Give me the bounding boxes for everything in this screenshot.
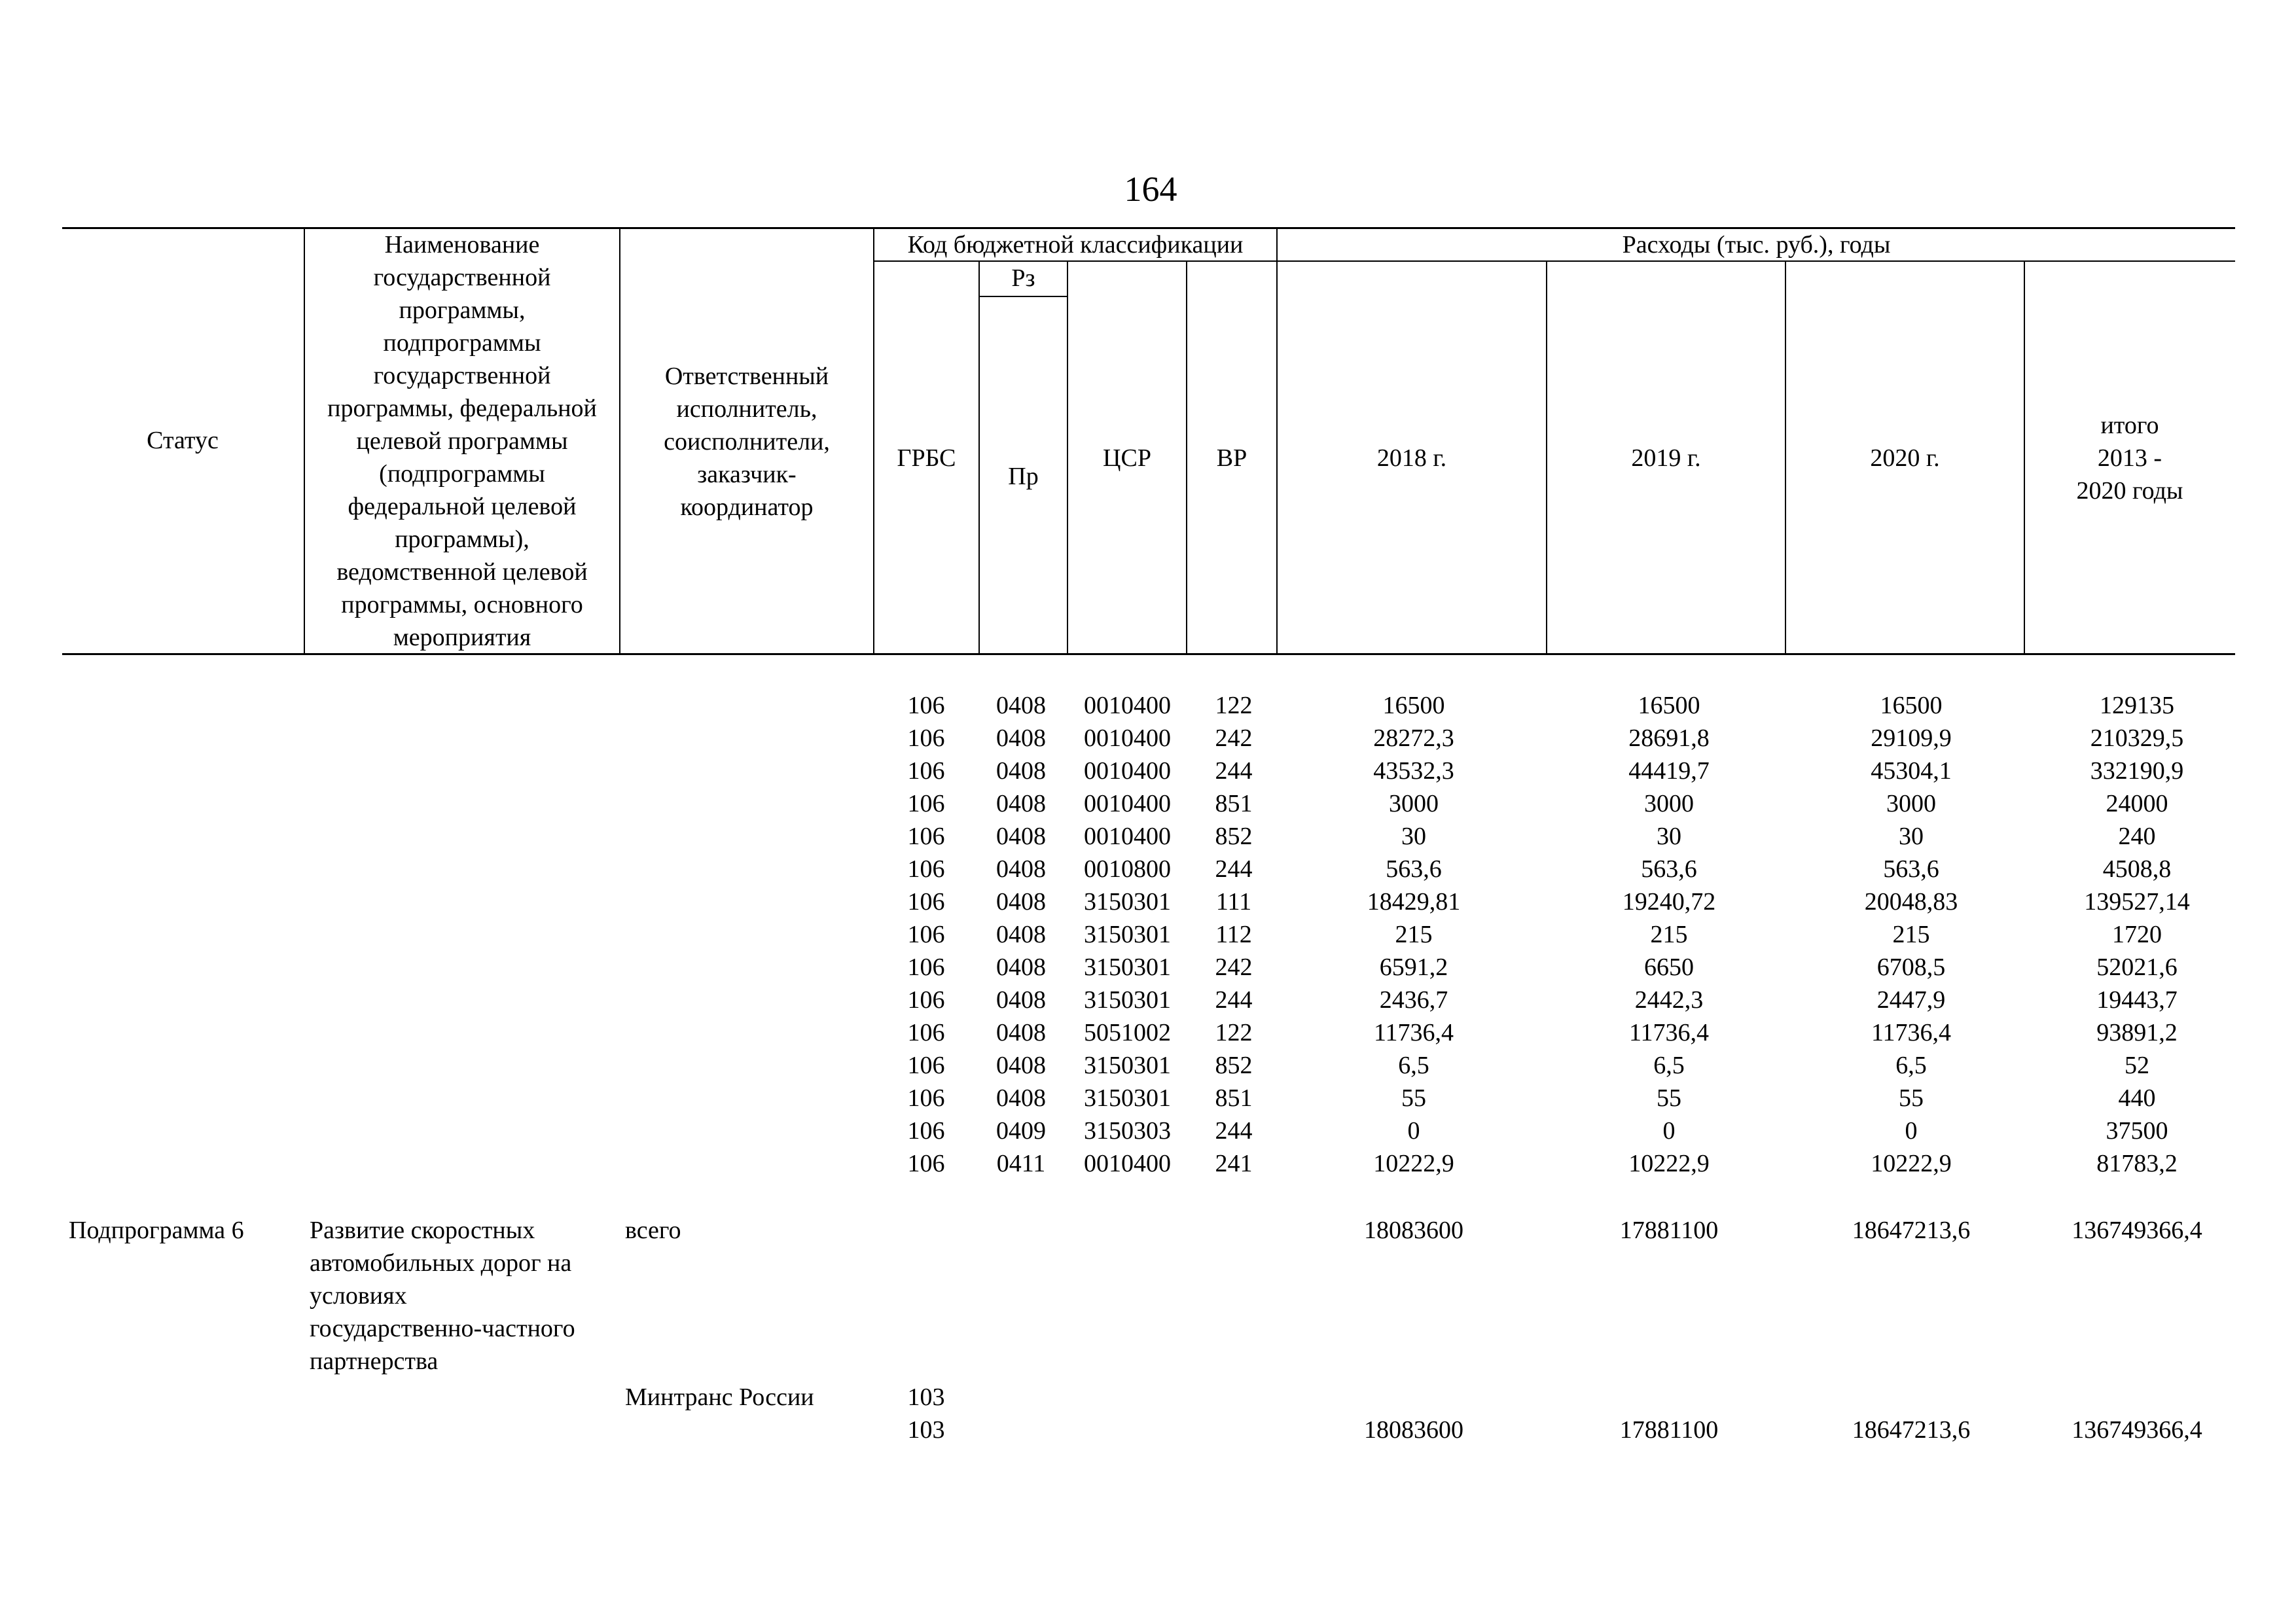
header-name-line: мероприятия	[393, 624, 531, 651]
mintrans-row	[0, 1381, 2296, 1414]
cell-rzpr: 0408	[996, 921, 1046, 948]
subprogram-2020: 18647213,6	[1852, 1217, 1971, 1244]
table-row	[0, 853, 2296, 885]
cell-total: 139527,14	[2084, 888, 2190, 916]
cell-total: 81783,2	[2096, 1150, 2178, 1177]
cell-2020: 20048,83	[1864, 888, 1958, 916]
cell-vr: 241	[1215, 1150, 1253, 1177]
cell-rzpr: 0408	[996, 757, 1046, 785]
cell-total: 332190,9	[2090, 757, 2184, 785]
table-row	[0, 689, 2296, 722]
table-row	[0, 787, 2296, 820]
cell-total: 24000	[2106, 790, 2168, 817]
cell-rzpr: 0408	[996, 823, 1046, 850]
subprogram-name-line: партнерства	[310, 1347, 439, 1375]
header-total-line: 2020 годы	[2076, 477, 2183, 505]
cell-total: 37500	[2106, 1117, 2168, 1145]
header-pr: Пр	[1008, 463, 1039, 490]
cell-csr: 3150301	[1084, 1052, 1171, 1079]
cell-csr: 0010400	[1084, 823, 1171, 850]
cell-total: 4508,8	[2102, 855, 2172, 883]
cell-2019: 11736,4	[1628, 1019, 1710, 1046]
cell-2020: 215	[1892, 921, 1930, 948]
subprogram-2019: 17881100	[1619, 1217, 1719, 1244]
cell-rzpr: 0411	[996, 1150, 1046, 1177]
table-row	[0, 755, 2296, 787]
header-responsible-line: исполнитель,	[676, 395, 817, 423]
header-status: Статус	[147, 427, 219, 454]
cell-total: 129135	[2100, 692, 2174, 719]
cell-2020: 16500	[1880, 692, 1943, 719]
header-2018: 2018 г.	[1376, 444, 1447, 472]
cell-csr: 0010400	[1084, 692, 1171, 719]
cell-grbs: 106	[907, 757, 945, 785]
cell-2019: 10222,9	[1628, 1150, 1710, 1177]
cell-csr: 3150301	[1084, 954, 1171, 981]
cell-grbs: 106	[907, 1117, 945, 1145]
cell-2018: 43532,3	[1373, 757, 1454, 785]
cell-vr: 122	[1215, 692, 1253, 719]
cell-grbs: 106	[907, 692, 945, 719]
subprogram-responsible: всего	[625, 1217, 681, 1244]
cell-2020: 563,6	[1883, 855, 1939, 883]
cell-2018: 18429,81	[1367, 888, 1461, 916]
header-name-line: программы),	[395, 526, 529, 553]
cell-vr: 852	[1215, 823, 1253, 850]
cell-rzpr: 0408	[996, 986, 1046, 1014]
subprogram-name-line: автомобильных дорог на	[310, 1249, 572, 1277]
cell-rzpr: 0408	[996, 855, 1046, 883]
cell-2020: 3000	[1886, 790, 1936, 817]
cell-2019: 2442,3	[1634, 986, 1704, 1014]
cell-rzpr: 0409	[996, 1117, 1046, 1145]
header-name-line: федеральной целевой	[348, 493, 577, 520]
header-csr: ЦСР	[1103, 444, 1151, 472]
cell-vr: 244	[1215, 986, 1253, 1014]
cell-vr: 112	[1215, 921, 1252, 948]
table-row	[0, 820, 2296, 853]
table-row	[0, 885, 2296, 918]
cell-grbs: 106	[907, 1019, 945, 1046]
cell-grbs: 106	[907, 888, 945, 916]
cell-vr: 851	[1215, 1084, 1253, 1112]
cell-rzpr: 0408	[996, 1052, 1046, 1079]
cell-vr: 852	[1215, 1052, 1253, 1079]
cell-grbs: 106	[907, 855, 945, 883]
cell-vr: 122	[1215, 1019, 1253, 1046]
header-responsible-line: соисполнители,	[664, 428, 830, 455]
table-row	[0, 984, 2296, 1016]
cell-2019: 3000	[1644, 790, 1694, 817]
header-name-line: государственной	[373, 264, 551, 291]
cell-2020: 0	[1905, 1117, 1918, 1145]
cell-csr: 3150303	[1084, 1117, 1171, 1145]
cell-2018: 563,6	[1386, 855, 1442, 883]
cell-rzpr: 0408	[996, 954, 1046, 981]
subprogram-name-line: условиях	[310, 1282, 407, 1310]
cell-grbs: 106	[907, 921, 945, 948]
header-total-line: итого	[2100, 412, 2159, 439]
cell-grbs: 106	[907, 1084, 945, 1112]
cell-rzpr: 0408	[996, 1019, 1046, 1046]
cell-vr: 111	[1215, 888, 1252, 916]
cell-csr: 0010800	[1084, 855, 1171, 883]
header-name-line: Наименование	[384, 231, 540, 259]
cell-grbs: 106	[907, 986, 945, 1014]
cell-2018: 6,5	[1398, 1052, 1429, 1079]
header-responsible-line: Ответственный	[664, 363, 829, 390]
mintrans-grbs: 103	[907, 1383, 945, 1411]
mintrans-2019: 17881100	[1619, 1416, 1719, 1444]
header-name-line: целевой программы	[356, 427, 568, 455]
cell-2018: 3000	[1389, 790, 1439, 817]
table-row	[0, 918, 2296, 951]
header-name-line: государственной	[373, 362, 551, 389]
subprogram-status: Подпрограмма 6	[69, 1217, 244, 1244]
cell-2019: 6,5	[1653, 1052, 1685, 1079]
cell-2018: 10222,9	[1373, 1150, 1454, 1177]
cell-2018: 0	[1407, 1117, 1420, 1145]
cell-2019: 0	[1662, 1117, 1676, 1145]
cell-2020: 2447,9	[1876, 986, 1946, 1014]
header-total	[2025, 409, 2234, 507]
cell-2019: 30	[1657, 823, 1681, 850]
cell-grbs: 106	[907, 823, 945, 850]
subprogram-2018: 18083600	[1364, 1217, 1463, 1244]
mintrans-responsible: Минтранс России	[625, 1383, 814, 1411]
cell-grbs: 106	[907, 1150, 945, 1177]
mintrans-2020: 18647213,6	[1852, 1416, 1971, 1444]
cell-grbs: 106	[907, 790, 945, 817]
cell-rzpr: 0408	[996, 692, 1046, 719]
cell-2020: 11736,4	[1871, 1019, 1952, 1046]
cell-csr: 5051002	[1084, 1019, 1171, 1046]
rz-underline-rule	[978, 296, 1067, 297]
subprogram-name-line: государственно-частного	[310, 1315, 575, 1342]
cell-2019: 55	[1657, 1084, 1681, 1112]
cell-csr: 0010400	[1084, 1150, 1171, 1177]
table-row	[0, 1049, 2296, 1082]
cell-2018: 2436,7	[1379, 986, 1448, 1014]
cell-vr: 851	[1215, 790, 1253, 817]
cell-grbs: 106	[907, 724, 945, 752]
cell-total: 52021,6	[2096, 954, 2178, 981]
cell-rzpr: 0408	[996, 888, 1046, 916]
header-expenses: Расходы (тыс. руб.), годы	[1622, 231, 1891, 259]
header-name-line: программы,	[399, 296, 526, 324]
cell-csr: 0010400	[1084, 757, 1171, 785]
cell-2019: 19240,72	[1622, 888, 1716, 916]
mintrans-2018: 18083600	[1364, 1416, 1463, 1444]
cell-total: 52	[2125, 1052, 2149, 1079]
table-row	[0, 951, 2296, 984]
cell-vr: 244	[1215, 855, 1253, 883]
cell-2020: 45304,1	[1871, 757, 1952, 785]
subprogram-total: 136749366,4	[2072, 1217, 2202, 1244]
header-budget-code: Код бюджетной классификации	[907, 231, 1244, 259]
table-row	[0, 1082, 2296, 1115]
cell-total: 240	[2118, 823, 2156, 850]
table-row	[0, 1016, 2296, 1049]
col-divider	[873, 227, 874, 654]
cell-2018: 16500	[1382, 692, 1445, 719]
cell-2020: 55	[1899, 1084, 1924, 1112]
header-name-line: ведомственной целевой	[336, 558, 588, 586]
cell-total: 1720	[2112, 921, 2162, 948]
cell-rzpr: 0408	[996, 790, 1046, 817]
header-responsible-line: заказчик-	[697, 461, 797, 488]
header-name-line: (подпрограммы	[379, 460, 545, 488]
cell-2019: 16500	[1638, 692, 1700, 719]
cell-vr: 242	[1215, 724, 1253, 752]
cell-2018: 28272,3	[1373, 724, 1454, 752]
cell-2018: 55	[1401, 1084, 1426, 1112]
col-divider	[978, 260, 980, 654]
header-vr: ВР	[1216, 444, 1247, 472]
cell-grbs: 106	[907, 1052, 945, 1079]
cell-2020: 30	[1899, 823, 1924, 850]
table-row	[0, 1147, 2296, 1180]
cell-csr: 0010400	[1084, 790, 1171, 817]
cell-total: 210329,5	[2090, 724, 2184, 752]
cell-2018: 6591,2	[1379, 954, 1448, 981]
table-row	[0, 1115, 2296, 1147]
header-name	[305, 228, 619, 654]
header-grbs: ГРБС	[897, 444, 956, 472]
cell-2018: 215	[1395, 921, 1433, 948]
cell-total: 440	[2118, 1084, 2156, 1112]
page-number: 164	[1124, 169, 1177, 209]
mintrans-total: 136749366,4	[2072, 1416, 2202, 1444]
table-row	[0, 722, 2296, 755]
cell-vr: 242	[1215, 954, 1253, 981]
header-responsible-line: координатор	[680, 493, 814, 521]
cell-2020: 6,5	[1895, 1052, 1927, 1079]
cell-2019: 215	[1650, 921, 1688, 948]
subprogram-row	[0, 1214, 2296, 1247]
cell-grbs: 106	[907, 954, 945, 981]
cell-total: 19443,7	[2096, 986, 2178, 1014]
header-2020: 2020 г.	[1870, 444, 1940, 472]
cell-2019: 6650	[1644, 954, 1694, 981]
cell-csr: 0010400	[1084, 724, 1171, 752]
cell-2019: 28691,8	[1628, 724, 1710, 752]
cell-2020: 10222,9	[1871, 1150, 1952, 1177]
cell-total: 93891,2	[2096, 1019, 2178, 1046]
cell-2020: 6708,5	[1876, 954, 1946, 981]
mintrans-grbs: 103	[907, 1416, 945, 1444]
subprogram-name-line: Развитие скоростных	[310, 1217, 535, 1244]
cell-csr: 3150301	[1084, 1084, 1171, 1112]
cell-csr: 3150301	[1084, 888, 1171, 916]
cell-vr: 244	[1215, 1117, 1253, 1145]
cell-rzpr: 0408	[996, 724, 1046, 752]
header-name-line: программы, федеральной	[327, 395, 597, 422]
cell-rzpr: 0408	[996, 1084, 1046, 1112]
cell-2018: 30	[1401, 823, 1426, 850]
cell-2018: 11736,4	[1373, 1019, 1454, 1046]
cell-2019: 44419,7	[1628, 757, 1710, 785]
header-rz: Рз	[1011, 264, 1035, 292]
cell-vr: 244	[1215, 757, 1253, 785]
cell-csr: 3150301	[1084, 921, 1171, 948]
cell-2020: 29109,9	[1871, 724, 1952, 752]
mintrans-sum-row	[0, 1414, 2296, 1446]
header-name-line: подпрограммы	[383, 329, 541, 357]
cell-csr: 3150301	[1084, 986, 1171, 1014]
header-2019: 2019 г.	[1631, 444, 1701, 472]
cell-2019: 563,6	[1641, 855, 1697, 883]
header-responsible	[620, 360, 873, 524]
header-name-line: программы, основного	[341, 591, 583, 618]
col-divider	[1276, 227, 1278, 654]
header-total-line: 2013 -	[2097, 444, 2162, 472]
